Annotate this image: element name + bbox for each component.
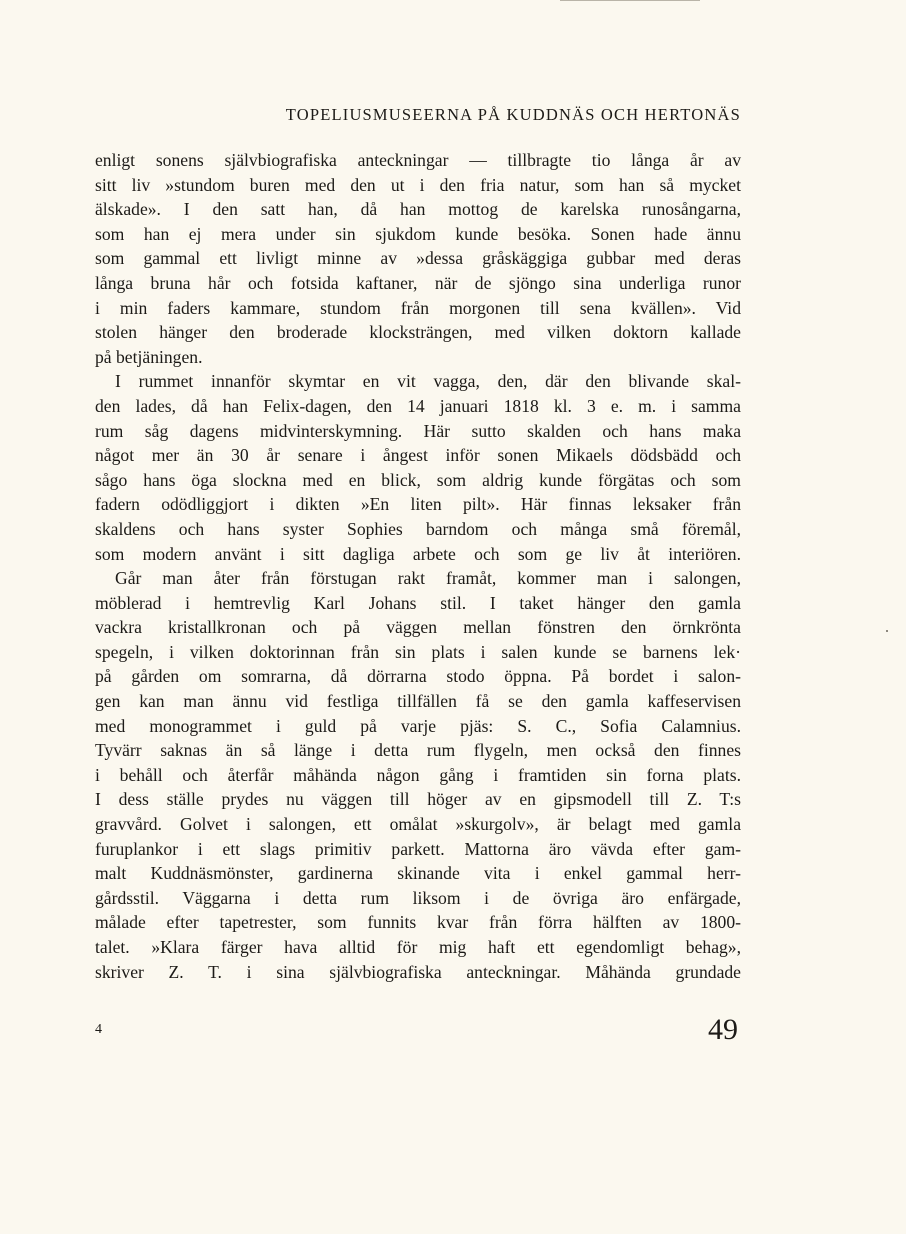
text-line: långa bruna hår och fotsida kaftaner, när de sjöngo sina underliga runor <box>95 272 741 293</box>
signature-mark: 4 <box>95 1022 102 1037</box>
text-line: sitt liv »stundom buren med den ut i den fria natur, som han så mycket <box>95 174 741 195</box>
text-line: sågo hans öga slockna med en blick, som aldrig kunde förgätas och som <box>95 469 741 490</box>
text-line: fadern odödliggjort i dikten »En liten pilt». Här finnas leksaker från <box>95 494 741 515</box>
paragraph-start-line: Går man åter från förstugan rakt framåt, kommer man i salongen, <box>115 568 741 589</box>
text-line: något mer än 30 år senare i ångest inför sonen Mikaels dödsbädd och <box>95 445 741 466</box>
margin-speck <box>886 630 888 632</box>
text-line: rum såg dagens midvinterskymning. Här sutto skalden och hans maka <box>95 420 741 441</box>
text-line: gårdsstil. Väggarna i detta rum liksom i de övriga äro enfärgade, <box>95 887 741 908</box>
text-line: med monogrammet i guld på varje pjäs: S. C., Sofia Calamnius. <box>95 715 741 736</box>
text-line: den lades, då han Felix-dagen, den 14 januari 1818 kl. 3 e. m. i samma <box>95 395 741 416</box>
text-line: spegeln, i vilken doktorinnan från sin plats i salen kunde se barnens lek· <box>95 641 741 662</box>
text-line: som han ej mera under sin sjukdom kunde besöka. Sonen hade ännu <box>95 223 741 244</box>
body-text <box>95 148 741 984</box>
text-line: enligt sonens självbiografiska anteckningar — tillbragte tio långa år av <box>95 150 741 170</box>
scan-edge-line <box>560 0 700 1</box>
text-line: älskade». I den satt han, då han mottog de karelska runosångarna, <box>95 199 741 220</box>
text-line: talet. »Klara färger hava alltid för mig haft ett egendomligt behag», <box>95 937 741 957</box>
text-line: stolen hänger den broderade klocksträngen, med vilken doktorn kallade <box>95 322 741 343</box>
text-line: gen kan man ännu vid festliga tillfällen få se den gamla kaffeservisen <box>95 691 741 712</box>
text-line: möblerad i hemtrevlig Karl Johans stil. I taket hänger den gamla <box>95 592 741 613</box>
text-line: målade efter tapetrester, som funnits kvar från förra hälften av 1800- <box>95 912 741 933</box>
text-line: skaldens och hans syster Sophies barndom och många små föremål, <box>95 518 741 539</box>
text-line: i behåll och återfår måhända någon gång i framtiden sin forna plats. <box>95 764 741 785</box>
paragraph-end-line: på betjäningen. <box>95 346 203 367</box>
page-number: 49 <box>708 1013 738 1046</box>
text-line: vackra kristallkronan och på väggen mellan fönstren den örnkrönta <box>95 617 741 638</box>
paragraph-start-line: I rummet innanför skymtar en vit vagga, den, där den blivande skal- <box>115 371 741 392</box>
text-line: på gården om somrarna, då dörrarna stodo öppna. På bordet i salon- <box>95 666 741 687</box>
text-line: Tyvärr saknas än så länge i detta rum flygeln, men också den finnes <box>95 740 741 761</box>
text-line: gravvård. Golvet i salongen, ett omålat »skurgolv», är belagt med gamla <box>95 814 741 835</box>
text-line: skriver Z. T. i sina självbiografiska anteckningar. Måhända grundade <box>95 961 741 982</box>
text-line: I dess ställe prydes nu väggen till höger av en gipsmodell till Z. T:s <box>95 789 741 810</box>
text-line: i min faders kammare, stundom från morgonen till sena kvällen». Vid <box>95 297 741 318</box>
text-line: furuplankor i ett slags primitiv parkett. Mattorna äro vävda efter gam- <box>95 838 741 859</box>
running-header: TOPELIUSMUSEERNA PÅ KUDDNÄS OCH HERTONÄS <box>285 105 741 124</box>
paragraph-end-line: som modern använt i sitt dagliga arbete och som ge liv åt interiören. <box>95 543 741 564</box>
text-line: som gammal ett livligt minne av »dessa gråskäggiga gubbar med deras <box>95 248 741 269</box>
text-line: malt Kuddnäsmönster, gardinerna skinande vita i enkel gammal herr- <box>95 863 741 884</box>
